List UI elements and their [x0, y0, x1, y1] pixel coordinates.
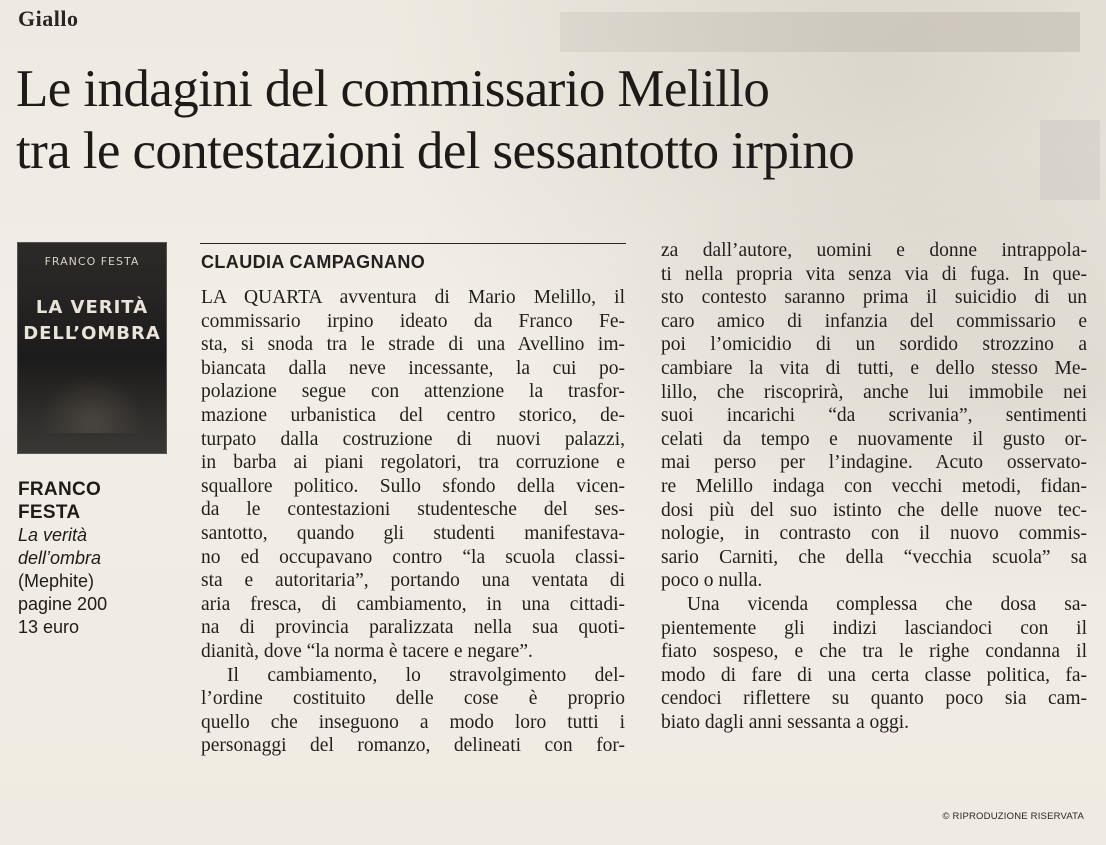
- text-line: turpato dalla costruzione di nuovi palazzi,: [201, 428, 625, 450]
- book-title-line: La verità: [18, 525, 88, 545]
- text-line: Una vicenda complessa che dosa sa-: [687, 593, 1087, 615]
- book-pages: pagine 200: [18, 594, 108, 614]
- book-publisher: (Mephite): [18, 571, 95, 591]
- text-line: nologie, in contrasto con il nuovo commis-: [661, 523, 1087, 545]
- text-line: aria fresca, di cambiamento, in una cittadi-: [201, 593, 625, 615]
- book-price: 13 euro: [18, 617, 80, 637]
- book-title-line: dell’ombra: [18, 548, 102, 568]
- text-line: pientemente gli indizi lasciandoci con il: [661, 617, 1087, 639]
- text-line: poco o nulla.: [661, 570, 763, 592]
- book-author: [18, 478, 178, 524]
- text-line: sta e autoritaria”, portando una ventata di: [201, 570, 625, 592]
- text-line: re Melillo indaga con vecchi metodi, fidan-: [661, 475, 1087, 497]
- text-line: lillo, che riscoprirà, anche lui immobile nei: [661, 381, 1087, 403]
- article-column-1: [201, 286, 625, 758]
- cover-glow: [38, 373, 146, 433]
- text-line: caro amico di infanzia del commissario e: [661, 310, 1087, 332]
- text-line: LA QUARTA avventura di Mario Melillo, il: [201, 287, 625, 308]
- cover-author: FRANCO FESTA: [44, 255, 140, 268]
- bleed-through-text: [560, 12, 1080, 52]
- text-line: biato dagli anni sessanta a oggi.: [661, 711, 910, 733]
- text-line: suoi incarichi “da scrivania”, sentimenti: [661, 405, 1087, 427]
- article-column-2: [661, 239, 1087, 734]
- book-info: [18, 478, 178, 639]
- copyright-notice: © RIPRODUZIONE RISERVATA: [942, 811, 1084, 822]
- text-line: sto contesto saranno prima il suicidio di un: [661, 287, 1087, 309]
- text-line: squallore politico. Sullo sfondo della vicen-: [201, 475, 625, 497]
- text-line: no ed occupavano contro “la scuola classi-: [201, 546, 625, 568]
- text-line: da le contestazioni studentesche del ses-: [201, 499, 625, 521]
- text-line: Il cambiamento, lo stravolgimento del-: [227, 664, 625, 686]
- text-line: biancata dalla neve incessante, la cui po-: [201, 357, 625, 379]
- text-line: mazione urbanistica del centro storico, de-: [201, 404, 625, 426]
- byline-rule: [200, 243, 626, 244]
- book-author-line: FRANCO: [18, 479, 102, 500]
- text-line: dosi più del suo istinto che delle nuove tec-: [661, 499, 1087, 521]
- text-line: quello che inseguono a modo loro tutti i: [201, 711, 625, 733]
- text-line: ti nella propria vita senza via di fuga. In que-: [661, 263, 1087, 285]
- section-label: Giallo: [18, 6, 79, 31]
- headline: [16, 58, 1056, 182]
- text-line: commissario irpino ideato da Franco Fe-: [201, 310, 625, 332]
- text-line: celati da tempo e nuovamente il gusto or-: [661, 428, 1087, 450]
- text-line: dianità, dove “la norma è tacere e negare”.: [201, 640, 533, 662]
- cover-title-line: DELL’OMBRA: [23, 323, 161, 344]
- text-line: poi l’omicidio di un sordido strozzino a: [661, 334, 1087, 356]
- byline: CLAUDIA CAMPAGNANO: [201, 252, 426, 272]
- headline-line: Le indagini del commissario Melillo: [16, 60, 770, 118]
- text-line: sario Carniti, che della “vecchia scuola” sa: [661, 546, 1087, 568]
- text-line: personaggi del romanzo, delineati con for-: [201, 735, 625, 757]
- cover-title-line: LA VERITÀ: [35, 297, 149, 318]
- book-title: [18, 524, 178, 570]
- book-cover-image: [18, 243, 166, 453]
- text-line: za dall’autore, uomini e donne intrappola-: [661, 240, 1087, 261]
- text-line: mai perso per l’indagine. Acuto osservato-: [661, 452, 1087, 474]
- text-line: na di provincia paralizzata nella sua quoti-: [201, 617, 625, 639]
- text-line: polazione segue con attenzione la trasfor-: [201, 381, 625, 403]
- text-line: cambiare la vita di tutti, e dello stesso Me-: [661, 357, 1087, 379]
- text-line: cendoci riflettere su quanto poco sia cam-: [661, 688, 1087, 710]
- text-line: sta, si snoda tra le strade di una Avellino im-: [201, 334, 625, 356]
- cover-title: [18, 295, 166, 347]
- text-line: modo di fare di una certa classe politica, fa-: [661, 664, 1087, 686]
- text-line: santotto, quando gli studenti manifestava-: [201, 522, 625, 544]
- headline-line: tra le contestazioni del sessantotto irpino: [16, 122, 855, 180]
- text-line: in barba ai piani regolatori, tra corruzione e: [201, 452, 625, 474]
- text-line: fiato sospeso, e che tra le righe condanna il: [661, 641, 1087, 663]
- book-author-line: FESTA: [18, 502, 81, 523]
- text-line: l’ordine costituito delle cose è proprio: [201, 688, 625, 710]
